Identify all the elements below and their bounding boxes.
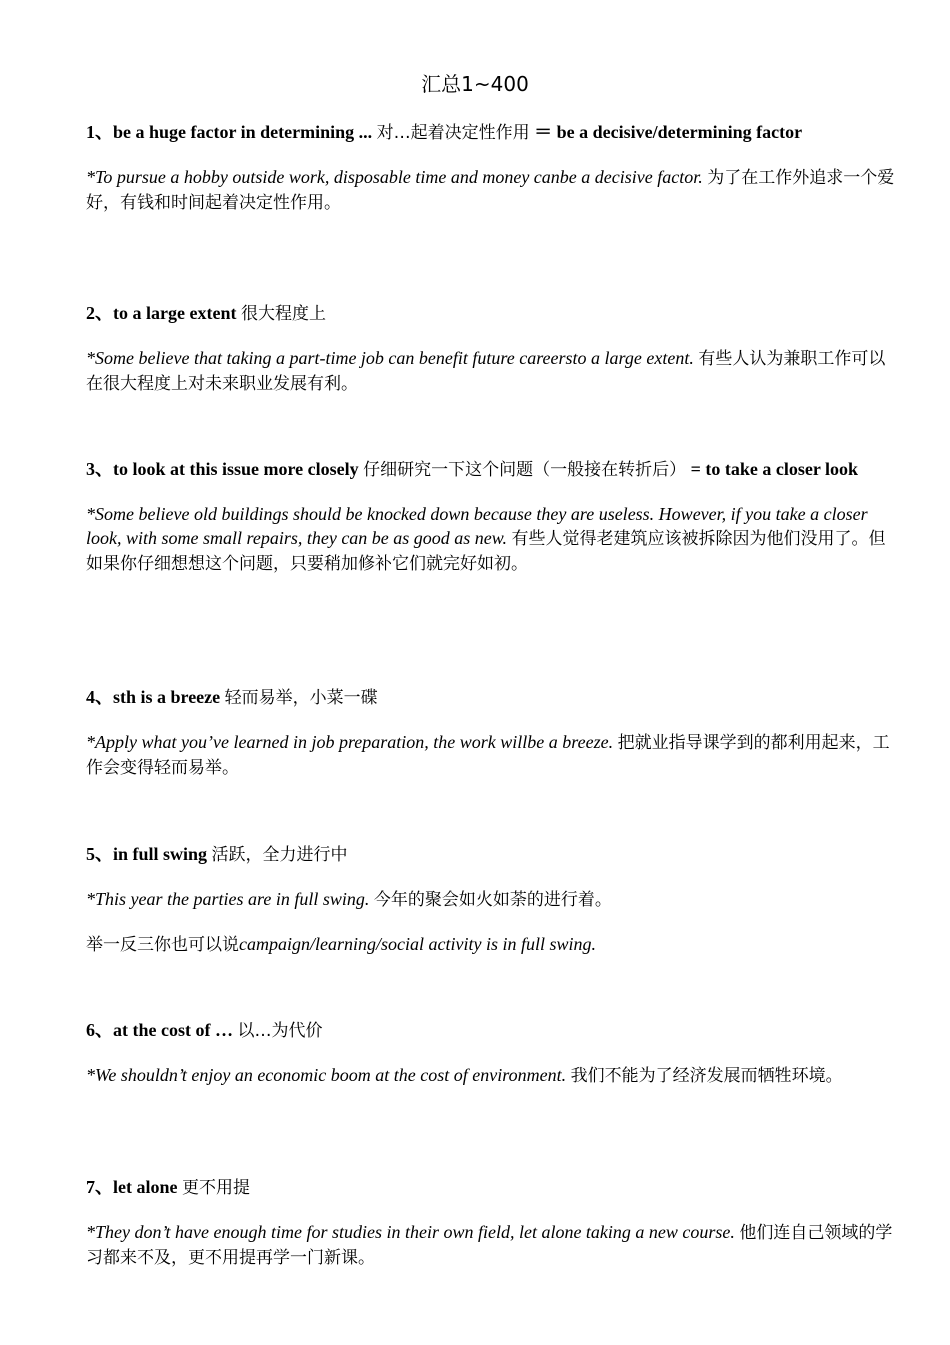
heading-translation: 很大程度上: [240, 304, 326, 324]
example-english: *To pursue a hobby outside work, disposable time and money canbe a decisive factor.: [86, 167, 703, 187]
heading-equivalent: ＝ be a decisive/determining factor: [534, 122, 803, 142]
example-sentence: [86, 1063, 896, 1088]
example-chinese: 有些人觉得老建筑应该被拆除因为他们没用了。但如果你仔细想想这个问题，只要稍加修补它们就完好如初。: [86, 529, 886, 574]
entry-heading: [86, 842, 896, 867]
entry-6: [86, 1018, 896, 1088]
heading-translation: 轻而易举，小菜一碟: [224, 688, 378, 708]
example-sentence: [86, 502, 896, 576]
example-sentence: [86, 165, 896, 215]
entry-heading: [86, 1175, 896, 1200]
entry-2: [86, 301, 896, 396]
example-chinese: 他们连自己领域的学习都来不及，更不用提再学一门新课。: [86, 1223, 893, 1268]
heading-phrase: 6、at the cost of …: [86, 1020, 233, 1040]
heading-phrase: 2、to a large extent: [86, 303, 237, 323]
entry-5: [86, 842, 896, 957]
heading-translation: 活跃，全力进行中: [211, 845, 348, 865]
entry-1: [86, 120, 896, 215]
example-chinese: 我们不能为了经济发展而牺牲环境。: [570, 1066, 843, 1086]
heading-translation: 对…起着决定性作用: [376, 123, 530, 143]
example-sentence: [86, 730, 896, 780]
example-english: *Some believe old buildings should be knocked down because they are useless. However, if you take a closer look, with some small repairs, they can be as good as new.: [86, 504, 868, 548]
example-english: *This year the parties are in full swing.: [86, 889, 370, 909]
example-sentence: [86, 887, 896, 912]
entry-heading: [86, 301, 896, 326]
page-title: 汇总1~400: [421, 72, 529, 96]
note-english: campaign/learning/social activity is in full swing.: [239, 934, 596, 954]
heading-phrase: 3、to look at this issue more closely: [86, 459, 359, 479]
heading-phrase: 7、let alone: [86, 1177, 178, 1197]
note-chinese: 举一反三你也可以说: [86, 935, 239, 955]
entry-heading: [86, 120, 896, 145]
extension-note: [86, 932, 896, 957]
heading-phrase: 4、sth is a breeze: [86, 687, 221, 707]
entry-heading: [86, 685, 896, 710]
example-english: *We shouldn’t enjoy an economic boom at the cost of environment.: [86, 1065, 567, 1085]
entry-heading: [86, 1018, 896, 1043]
heading-translation: 以…为代价: [237, 1021, 323, 1041]
example-chinese: 为了在工作外追求一个爱好，有钱和时间起着决定性作用。: [86, 168, 895, 213]
entry-7: [86, 1175, 896, 1270]
example-sentence: [86, 1220, 896, 1270]
example-english: *Some believe that taking a part-time job can benefit future careersto a large extent.: [86, 348, 694, 368]
example-chinese: 今年的聚会如火如荼的进行着。: [373, 890, 612, 910]
example-chinese: 有些人认为兼职工作可以在很大程度上对未来职业发展有利。: [86, 349, 886, 394]
heading-translation: 仔细研究一下这个问题（一般接在转折后）: [363, 460, 687, 480]
entry-4: [86, 685, 896, 780]
entry-3: [86, 457, 896, 576]
entry-heading: [86, 457, 896, 482]
heading-phrase: 1、be a huge factor in determining ...: [86, 122, 373, 142]
heading-phrase: 5、in full swing: [86, 844, 208, 864]
example-english: *They don’t have enough time for studies in their own field, let alone taking a new course.: [86, 1222, 735, 1242]
example-sentence: [86, 346, 896, 396]
heading-translation: 更不用提: [182, 1178, 250, 1198]
example-chinese: 把就业指导课学到的都利用起来，工作会变得轻而易举。: [86, 733, 890, 778]
example-english: *Apply what you’ve learned in job preparation, the work willbe a breeze.: [86, 732, 614, 752]
heading-equivalent: = to take a closer look: [690, 459, 859, 479]
